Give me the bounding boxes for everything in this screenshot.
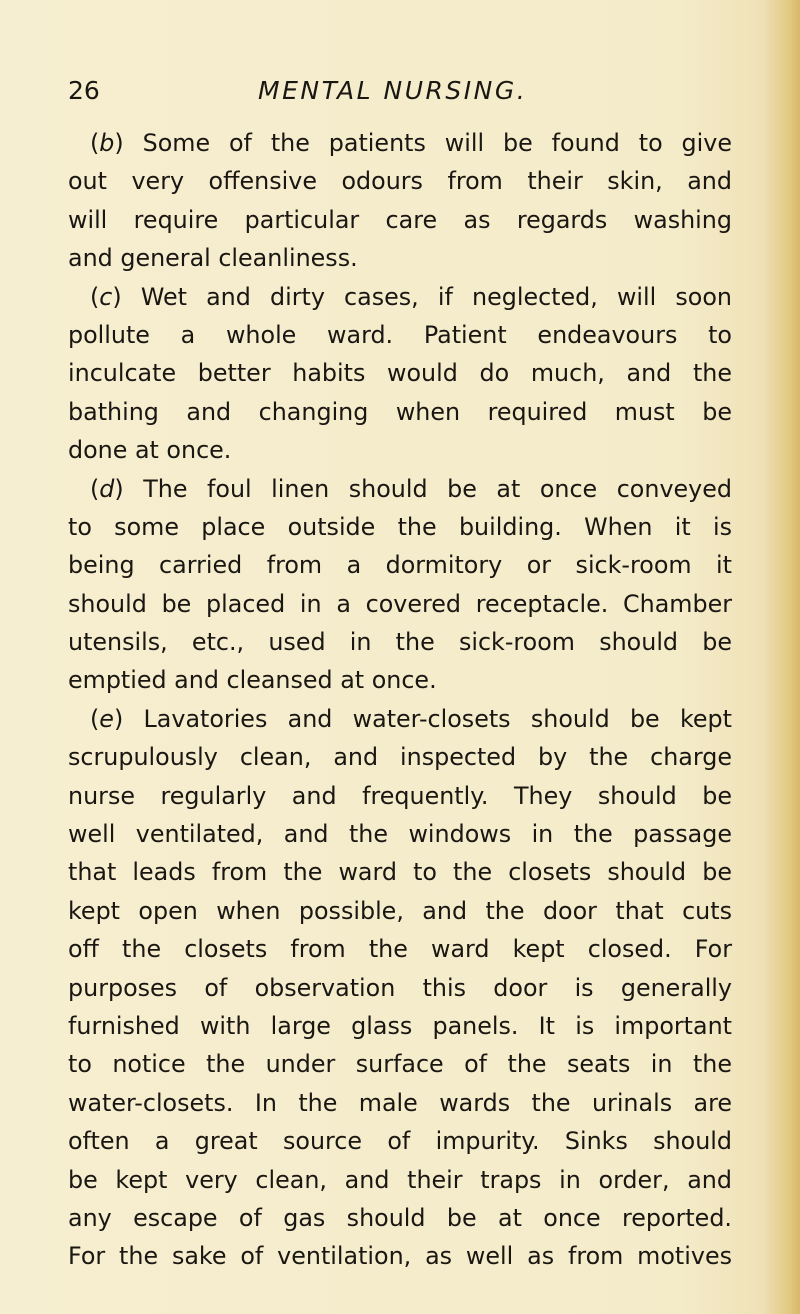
text-line: inculcate better habits would do much, and the (68, 359, 732, 388)
text-line: (e) Lavatories and water-closets should be kept (90, 704, 732, 733)
text-line: be kept very clean, and their traps in order, and (68, 1165, 732, 1194)
text-line: pollute a whole ward. Patient endeavours to (68, 320, 732, 349)
text-line: that leads from the ward to the closets should be (68, 858, 732, 887)
paragraph-marker: b (99, 129, 115, 157)
page-header (68, 76, 728, 110)
paragraph-marker: d (99, 474, 115, 503)
text-line: (d) The foul linen should be at once conveyed (90, 474, 732, 503)
text-line: being carried from a dormitory or sick-room it (68, 551, 732, 580)
text-line: will require particular care as regards washing (68, 205, 732, 234)
text-line: done at once. (68, 436, 232, 465)
text-line: For the sake of ventilation, as well as from motives (68, 1242, 732, 1271)
running-head: MENTAL NURSING. (258, 76, 528, 105)
text-line: off the closets from the ward kept closed. For (68, 935, 732, 964)
text-line: scrupulously clean, and inspected by the charge (68, 743, 732, 772)
page-number: 26 (68, 76, 100, 105)
text-line: and general cleanliness. (68, 244, 358, 273)
text-line: to notice the under surface of the seats in the (68, 1050, 732, 1079)
text-line: bathing and changing when required must be (68, 397, 732, 426)
page-edge-shading (764, 0, 800, 1314)
text-line: furnished with large glass panels. It is important (68, 1011, 732, 1040)
paragraph-marker: e (99, 704, 114, 733)
text-line: purposes of observation this door is generally (68, 973, 732, 1002)
text-line: (b) Some of the patients will be found to give (90, 129, 732, 157)
text-line: emptied and cleansed at once. (68, 666, 437, 695)
text-line: (c) Wet and dirty cases, if neglected, will soon (90, 282, 732, 311)
text-line: any escape of gas should be at once reported. (68, 1203, 732, 1232)
text-line: out very offensive odours from their skin, and (68, 167, 732, 196)
text-line: should be placed in a covered receptacle. Chamber (68, 589, 732, 618)
text-line: to some place outside the building. When it is (68, 512, 732, 541)
text-line: utensils, etc., used in the sick-room should be (68, 628, 732, 657)
paragraph-marker: c (99, 282, 113, 311)
text-line: kept open when possible, and the door that cuts (68, 896, 732, 925)
text-line: well ventilated, and the windows in the passage (68, 820, 732, 849)
body-text (68, 124, 732, 1276)
text-line: water-closets. In the male wards the urinals are (68, 1088, 732, 1117)
text-line: often a great source of impurity. Sinks should (68, 1127, 732, 1156)
text-line: nurse regularly and frequently. They should be (68, 781, 732, 810)
